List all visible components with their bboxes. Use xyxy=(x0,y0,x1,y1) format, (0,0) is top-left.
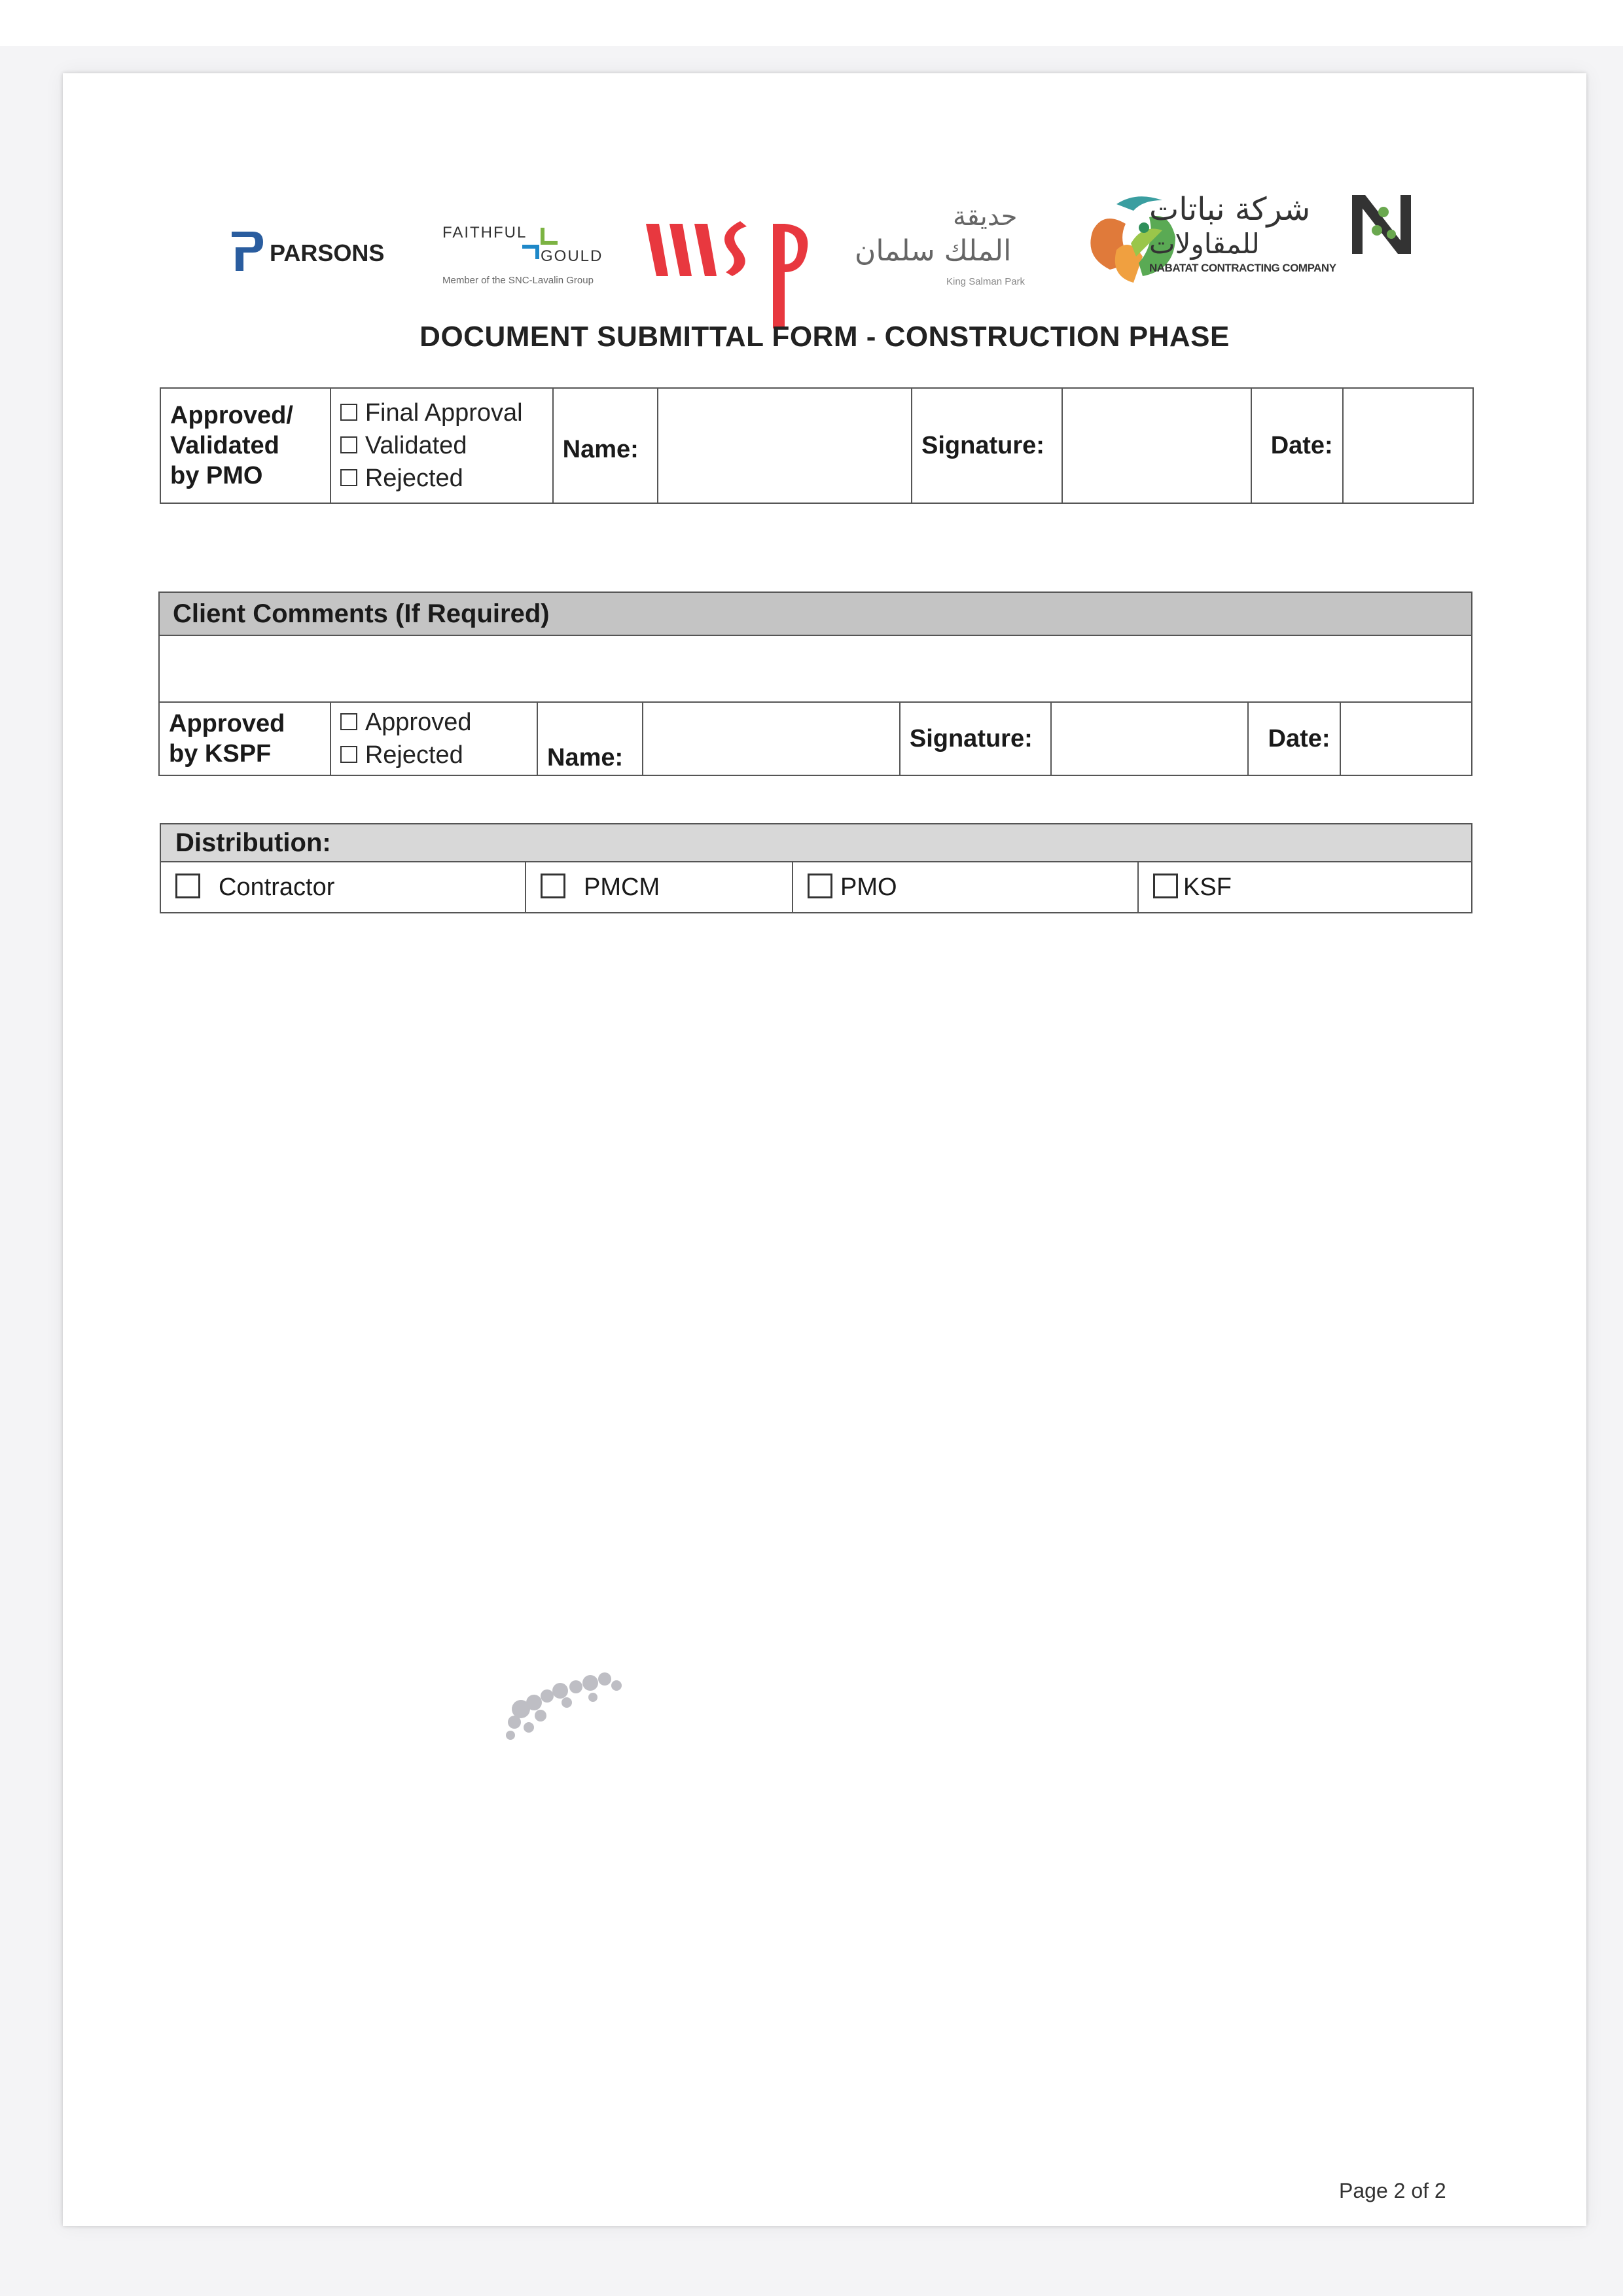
option-label: Validated xyxy=(365,432,467,459)
option-label: Approved xyxy=(365,709,472,736)
parsons-mark-icon xyxy=(226,225,266,277)
checkbox[interactable] xyxy=(541,874,565,898)
checkbox[interactable] xyxy=(340,746,357,763)
nabatat-logo xyxy=(1149,185,1489,296)
client-comments-field[interactable] xyxy=(159,635,1472,702)
client-comments-table xyxy=(158,592,1472,776)
faithful-gould-logo xyxy=(442,219,639,291)
wsp-mark-icon xyxy=(642,204,838,328)
pmo-signature-field[interactable] xyxy=(1062,388,1251,503)
nabatat-n-mark-icon xyxy=(1346,188,1418,260)
nabatat-english-name: NABATAT CONTRACTING COMPANY xyxy=(1149,262,1336,274)
kspf-option-rejected[interactable] xyxy=(340,739,527,771)
gould-text: GOULD xyxy=(541,247,603,265)
kspf-signature-label: Signature: xyxy=(900,702,1052,775)
document-title: DOCUMENT SUBMITTAL FORM - CONSTRUCTION PHASE xyxy=(419,321,1230,353)
checkbox[interactable] xyxy=(340,436,357,453)
faithful-gould-tagline: Member of the SNC-Lavalin Group xyxy=(442,275,594,286)
pmo-name-field[interactable] xyxy=(658,388,912,503)
pmo-name-label: Name: xyxy=(553,388,658,503)
checkbox[interactable] xyxy=(340,469,357,486)
ksp-arabic-line2: الملك سلمان xyxy=(855,234,1012,268)
distribution-table xyxy=(160,823,1472,913)
nabatat-arabic-line1: شركة نباتات xyxy=(1149,191,1311,228)
option-label: Rejected xyxy=(365,741,463,769)
kspf-date-field[interactable] xyxy=(1340,702,1472,775)
distribution-label: PMCM xyxy=(584,873,660,901)
checkbox[interactable] xyxy=(340,404,357,421)
kspf-signature-field[interactable] xyxy=(1051,702,1247,775)
pmo-approval-label xyxy=(160,388,330,503)
pmo-date-label: Date: xyxy=(1251,388,1343,503)
parsons-wordmark: PARSONS xyxy=(270,239,385,266)
distribution-item-pmcm[interactable] xyxy=(526,862,793,913)
kspf-name-field[interactable] xyxy=(643,702,900,775)
ksp-english-name: King Salman Park xyxy=(946,276,1026,287)
option-label: Final Approval xyxy=(365,399,523,427)
kspf-option-approved[interactable] xyxy=(340,706,527,739)
checkbox[interactable] xyxy=(808,874,832,898)
client-comments-header: Client Comments (If Required) xyxy=(159,592,1472,635)
nabatat-arabic-line2: للمقاولات xyxy=(1149,228,1260,260)
kspf-label-line2: by KSPF xyxy=(169,740,272,768)
pmo-option-validated[interactable] xyxy=(340,429,543,462)
kspf-name-label: Name: xyxy=(537,702,643,775)
distribution-header: Distribution: xyxy=(160,824,1472,862)
wsp-logo xyxy=(642,204,838,328)
pmo-signature-label: Signature: xyxy=(912,388,1062,503)
kspf-label-line1: Approved xyxy=(169,710,285,737)
ink-smudge-mark xyxy=(495,1650,652,1768)
pmo-label-line3: by PMO xyxy=(170,462,263,489)
pmo-options-cell xyxy=(330,388,553,503)
distribution-item-pmo[interactable] xyxy=(793,862,1138,913)
distribution-item-ksf[interactable] xyxy=(1138,862,1472,913)
page-number: Page 2 of 2 xyxy=(1339,2179,1446,2202)
distribution-label: Contractor xyxy=(219,873,335,901)
faithful-text: FAITHFUL xyxy=(442,224,527,241)
distribution-label: KSF xyxy=(1183,873,1232,901)
checkbox[interactable] xyxy=(175,874,200,898)
kspf-approval-label xyxy=(159,702,330,775)
option-label: Rejected xyxy=(365,465,463,492)
viewer-background xyxy=(0,0,1623,46)
pmo-approval-table xyxy=(160,387,1474,504)
distribution-item-contractor[interactable] xyxy=(160,862,526,913)
pmo-label-line1: Approved/ xyxy=(170,402,293,429)
pmo-label-line2: Validated xyxy=(170,432,279,459)
logo-strip xyxy=(63,73,1586,348)
checkbox[interactable] xyxy=(1153,874,1178,898)
pmo-option-rejected[interactable] xyxy=(340,462,543,495)
pmo-date-field[interactable] xyxy=(1343,388,1473,503)
parsons-logo xyxy=(226,225,383,277)
kspf-options-cell xyxy=(330,702,537,775)
checkbox[interactable] xyxy=(340,713,357,730)
kspf-date-label: Date: xyxy=(1248,702,1340,775)
document-page xyxy=(63,73,1586,2226)
ksp-arabic-line1: حديقة xyxy=(953,202,1018,232)
distribution-label: PMO xyxy=(840,873,897,901)
pmo-option-final-approval[interactable] xyxy=(340,397,543,429)
